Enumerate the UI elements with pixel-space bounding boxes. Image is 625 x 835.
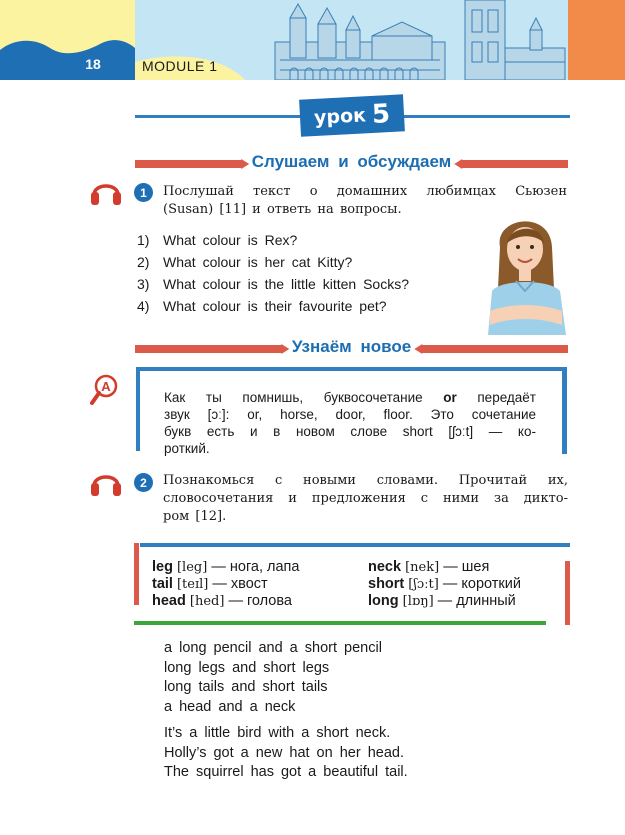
question-text: What colour is her cat Kitty? <box>163 254 353 270</box>
headphones-icon[interactable] <box>89 175 123 207</box>
question-number: 4) <box>137 298 150 314</box>
lesson-number: 5 <box>371 98 391 130</box>
exercise-2-instruction <box>163 472 568 526</box>
vocab-border-top <box>140 543 570 547</box>
list-item: a head and a neck <box>164 698 296 715</box>
vocab-transcription: [teɪl] <box>176 577 209 592</box>
list-item <box>137 273 409 295</box>
vocab-transcription: [ʃɔːt] <box>408 577 439 592</box>
exercise-number: 1 <box>134 183 153 202</box>
instruction-line: Послушай текст о домашних любимцах Сьюзен <box>163 184 567 199</box>
vocab-word: long <box>368 593 399 609</box>
list-item <box>137 251 409 273</box>
rule-text-part: Как ты помнишь, буквосочетание <box>164 390 444 405</box>
vocab-word: tail <box>152 576 173 592</box>
vocab-translation: — нога, лапа <box>211 559 300 575</box>
vocab-transcription: [lɒŋ] <box>402 594 434 609</box>
instruction-line: Познакомься с новыми словами. Прочитай их, <box>163 473 568 488</box>
question-number: 3) <box>137 276 150 292</box>
magnifier-rule-icon <box>90 374 120 406</box>
vocab-border-right <box>565 561 570 625</box>
vocab-border-bottom <box>134 621 546 625</box>
list-item: a long pencil and a short pencil <box>164 640 382 656</box>
question-text: What colour is the little kitten Socks? <box>163 276 409 292</box>
list-item: long legs and short legs <box>164 659 330 676</box>
list-item: Holly’s got a new hat on her head. <box>164 744 404 761</box>
vocab-transcription: [nek] <box>405 560 440 575</box>
vocab-entry <box>368 593 521 610</box>
section-title: Слушаем и обсуждаем <box>242 152 462 172</box>
vocab-translation: — шея <box>443 559 490 575</box>
question-number: 2) <box>137 254 150 270</box>
rule-border-right <box>562 367 567 454</box>
vocab-word: neck <box>368 559 402 575</box>
vocab-entry <box>152 576 299 593</box>
page-header <box>0 0 625 80</box>
question-text: What colour is Rex? <box>163 232 298 248</box>
vocab-entry <box>152 593 299 610</box>
list-item: long tails and short tails <box>164 679 328 695</box>
vocab-word: head <box>152 593 186 609</box>
vocab-translation: — хвост <box>212 576 268 592</box>
instruction-line: (Susan) [11] и ответь на вопросы. <box>163 202 402 217</box>
section-title: Узнаём новое <box>282 337 421 357</box>
rule-highlight: or <box>443 390 457 405</box>
girl-illustration <box>480 207 570 335</box>
list-item: It’s a little bird with a short neck. <box>164 725 391 741</box>
section-header-listen <box>135 152 568 171</box>
instruction-line: словосочетания и предложения с ними за дикто- <box>163 491 568 506</box>
module-label: MODULE 1 <box>142 58 218 74</box>
vocab-entry <box>368 559 521 576</box>
question-number: 1) <box>137 232 150 248</box>
questions-list <box>137 229 409 317</box>
rule-line <box>164 389 536 406</box>
vocab-translation: — короткий <box>442 576 521 592</box>
question-text: What colour is their favourite pet? <box>163 298 387 314</box>
svg-text:A: A <box>101 379 111 394</box>
instruction-line: ром [12]. <box>163 509 227 524</box>
rule-line: звук [ɔː]: or, horse, door, floor. Это сочетание <box>164 407 536 422</box>
vocab-entry <box>368 576 521 593</box>
phrases-list <box>164 639 382 717</box>
rule-box <box>136 367 567 454</box>
rule-text <box>164 389 536 457</box>
list-item <box>137 229 409 251</box>
rule-line: букв есть и в новом слове short [ʃɔːt] — ко- <box>164 424 536 439</box>
lesson-banner <box>299 94 405 136</box>
lesson-word: урок <box>313 103 367 129</box>
vocab-transcription: [hed] <box>189 594 225 609</box>
vocab-word: leg <box>152 559 173 575</box>
vocab-column-left <box>152 559 299 610</box>
vocab-border-left <box>134 543 139 605</box>
vocab-column-right <box>368 559 521 610</box>
exercise-number: 2 <box>134 473 153 492</box>
rule-text-part: передаёт <box>456 390 536 405</box>
rule-line: роткий. <box>164 441 210 456</box>
rule-border-left <box>136 367 140 451</box>
headphones-icon[interactable] <box>89 466 123 498</box>
rule-border-top <box>136 367 567 371</box>
page-number: 18 <box>85 56 101 72</box>
section-header-learn <box>135 337 568 356</box>
vocab-translation: — длинный <box>437 593 516 609</box>
sentences-list <box>164 724 408 783</box>
list-item: The squirrel has got a beautiful tail. <box>164 764 408 780</box>
vocab-transcription: [leg] <box>176 560 208 575</box>
vocab-translation: — голова <box>228 593 292 609</box>
vocabulary-box <box>134 543 570 627</box>
list-item <box>137 295 409 317</box>
vocab-entry <box>152 559 299 576</box>
vocab-word: short <box>368 576 405 592</box>
